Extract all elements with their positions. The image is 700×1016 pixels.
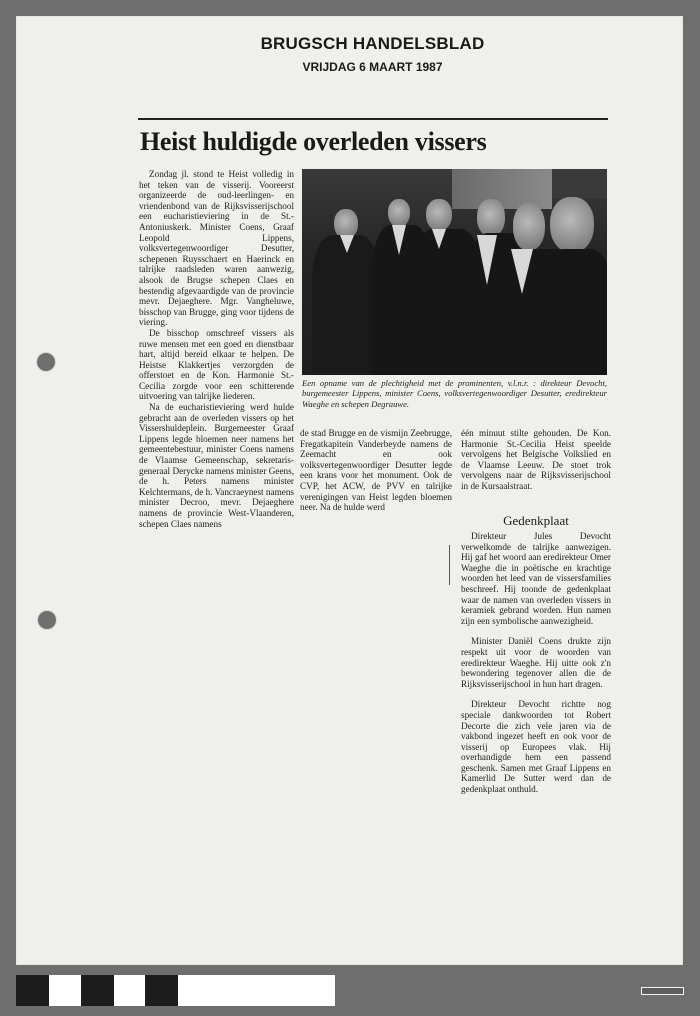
calibration-block-2 <box>49 975 81 1006</box>
paragraph: De bisschop omschreef vissers als ruwe mensen met een goed en dienstbaar hart, altijd bereid elkaar te helpen. De Heistse Klakkertjes verzorgden de offerstoet en de Kon. Harmonie St.-Cecilia zorgde voor een schitterende uitvoering van talrijke liederen. <box>139 327 294 402</box>
punch-hole-top <box>37 353 55 371</box>
article-column-2 <box>300 428 452 513</box>
article-column-3-continued <box>461 531 611 805</box>
column-mark <box>449 545 450 585</box>
paragraph: Zondag jl. stond te Heist volledig in het teken van de visserij. Vooreerst organizeerde de oud-leerlingen- en vriendenbond van de Rijksvisserijschool een eucharistieviering in de St.-Antoniuskerk. Minister Coens, Graaf Leopold Lippens, volksvertegenwoordiger Desutter, schepenen Ruysschaert en Haerinck en talrijke raadsleden waren aanwezig, alsook de Brugse schepen Claes en bestendig afgevaardigde van de provincie mevr. Dejaeghere. Mgr. Vangheluwe, bisschop van Brugge, ging voor tijdens de viering. <box>139 169 294 328</box>
article-column-1 <box>139 169 294 529</box>
calibration-block-4 <box>114 975 145 1006</box>
punch-hole-bottom <box>38 611 56 629</box>
calibration-block-5 <box>145 975 178 1006</box>
photo-caption: Een opname van de plechtigheid met de prominenten, v.l.n.r. : direkteur Devocht, burgemeester Lippens, minister Coens, volksvertegenwoordiger Desutter, eredirekteur Waeghe en schepen Degrauwe. <box>302 378 607 409</box>
calibration-block-6 <box>178 975 335 1006</box>
paragraph: Minister Daniël Coens drukte zijn respekt uit voor de woorden van eredirekteur Waeghe. Hij uitte ook z'n bewondering tegenover allen die de Rijksvisserijschool in hun hart dragen. <box>461 636 611 689</box>
headline-rule <box>138 118 608 120</box>
article-headline: Heist huldigde overleden vissers <box>140 127 487 156</box>
masthead <box>240 34 505 74</box>
paragraph: Direkteur Jules Devocht verwelkomde de talrijke aanwezigen. Hij gaf het woord aan eredirekteur Omer Waeghe die in poëtische en krachtige woorden het leed van de vissersfamilies beschreef. Hij toonde de gedenkplaat waar de namen van overleden vissers in keramiek gebrand worden. Hun namen zijn een symbolische aanwezigheid. <box>461 531 611 626</box>
calibration-block-1 <box>16 975 49 1006</box>
article-column-3 <box>461 428 611 492</box>
subheading-gedenkplaat: Gedenkplaat <box>503 513 569 528</box>
archive-label <box>641 987 684 995</box>
photo-background-wall <box>452 169 552 209</box>
paragraph: Na de eucharistieviering werd hulde gebracht aan de overleden vissers op het Vissershuldeplein. Burgemeester Graaf Lippens legde bloemen neer namens het gemeentebestuur, minister Coens namens de Vlaamse Gemeenschap, sekretaris-generaal Derycke namens minister Geens, de h. Peters namens minister Kelchtermans, de h. Vancraeynest namens minister Decroo, mevr. Dejaeghere namens de provincie West-Vlaanderen, schepen Claes namens <box>139 402 294 529</box>
paragraph: de stad Brugge en de vismijn Zeebrugge, Fregatkapitein Vanderbeyde namens de Zeemacht en ook volksvertegenwoordiger Desutter legde een krans voor het monument. Ook de CVP, het ACW, de PVV en talrijke verenigingen van Heist legden bloemen neer. Na de hulde werd <box>300 428 452 513</box>
issue-date: VRIJDAG 6 MAART 1987 <box>302 60 443 74</box>
paragraph: Direkteur Devocht richtte nog speciale dankwoorden tot Robert Decorte die zich vele jaren via de vakbond ingezet heeft en ook voor de visserij op Europees vlak. Hij overhandigde hem een passend geschenk. Samen met Graaf Lippens en Kamerlid De Sutter werd dan de gedenkplaat onthuld. <box>461 699 611 795</box>
article-photo <box>302 169 607 375</box>
newspaper-name: BRUGSCH HANDELSBLAD <box>260 34 485 53</box>
photo-flag <box>552 169 607 199</box>
paragraph: één minuut stilte gehouden. De Kon. Harmonie St.-Cecilia Heist speelde vervolgens het Belgische Volkslied en de Vlaamse Leeuw. De stoet trok vervolgens naar de Rijksvisserijschool in de Kursaalstraat. <box>461 428 611 491</box>
calibration-block-3 <box>81 975 114 1006</box>
